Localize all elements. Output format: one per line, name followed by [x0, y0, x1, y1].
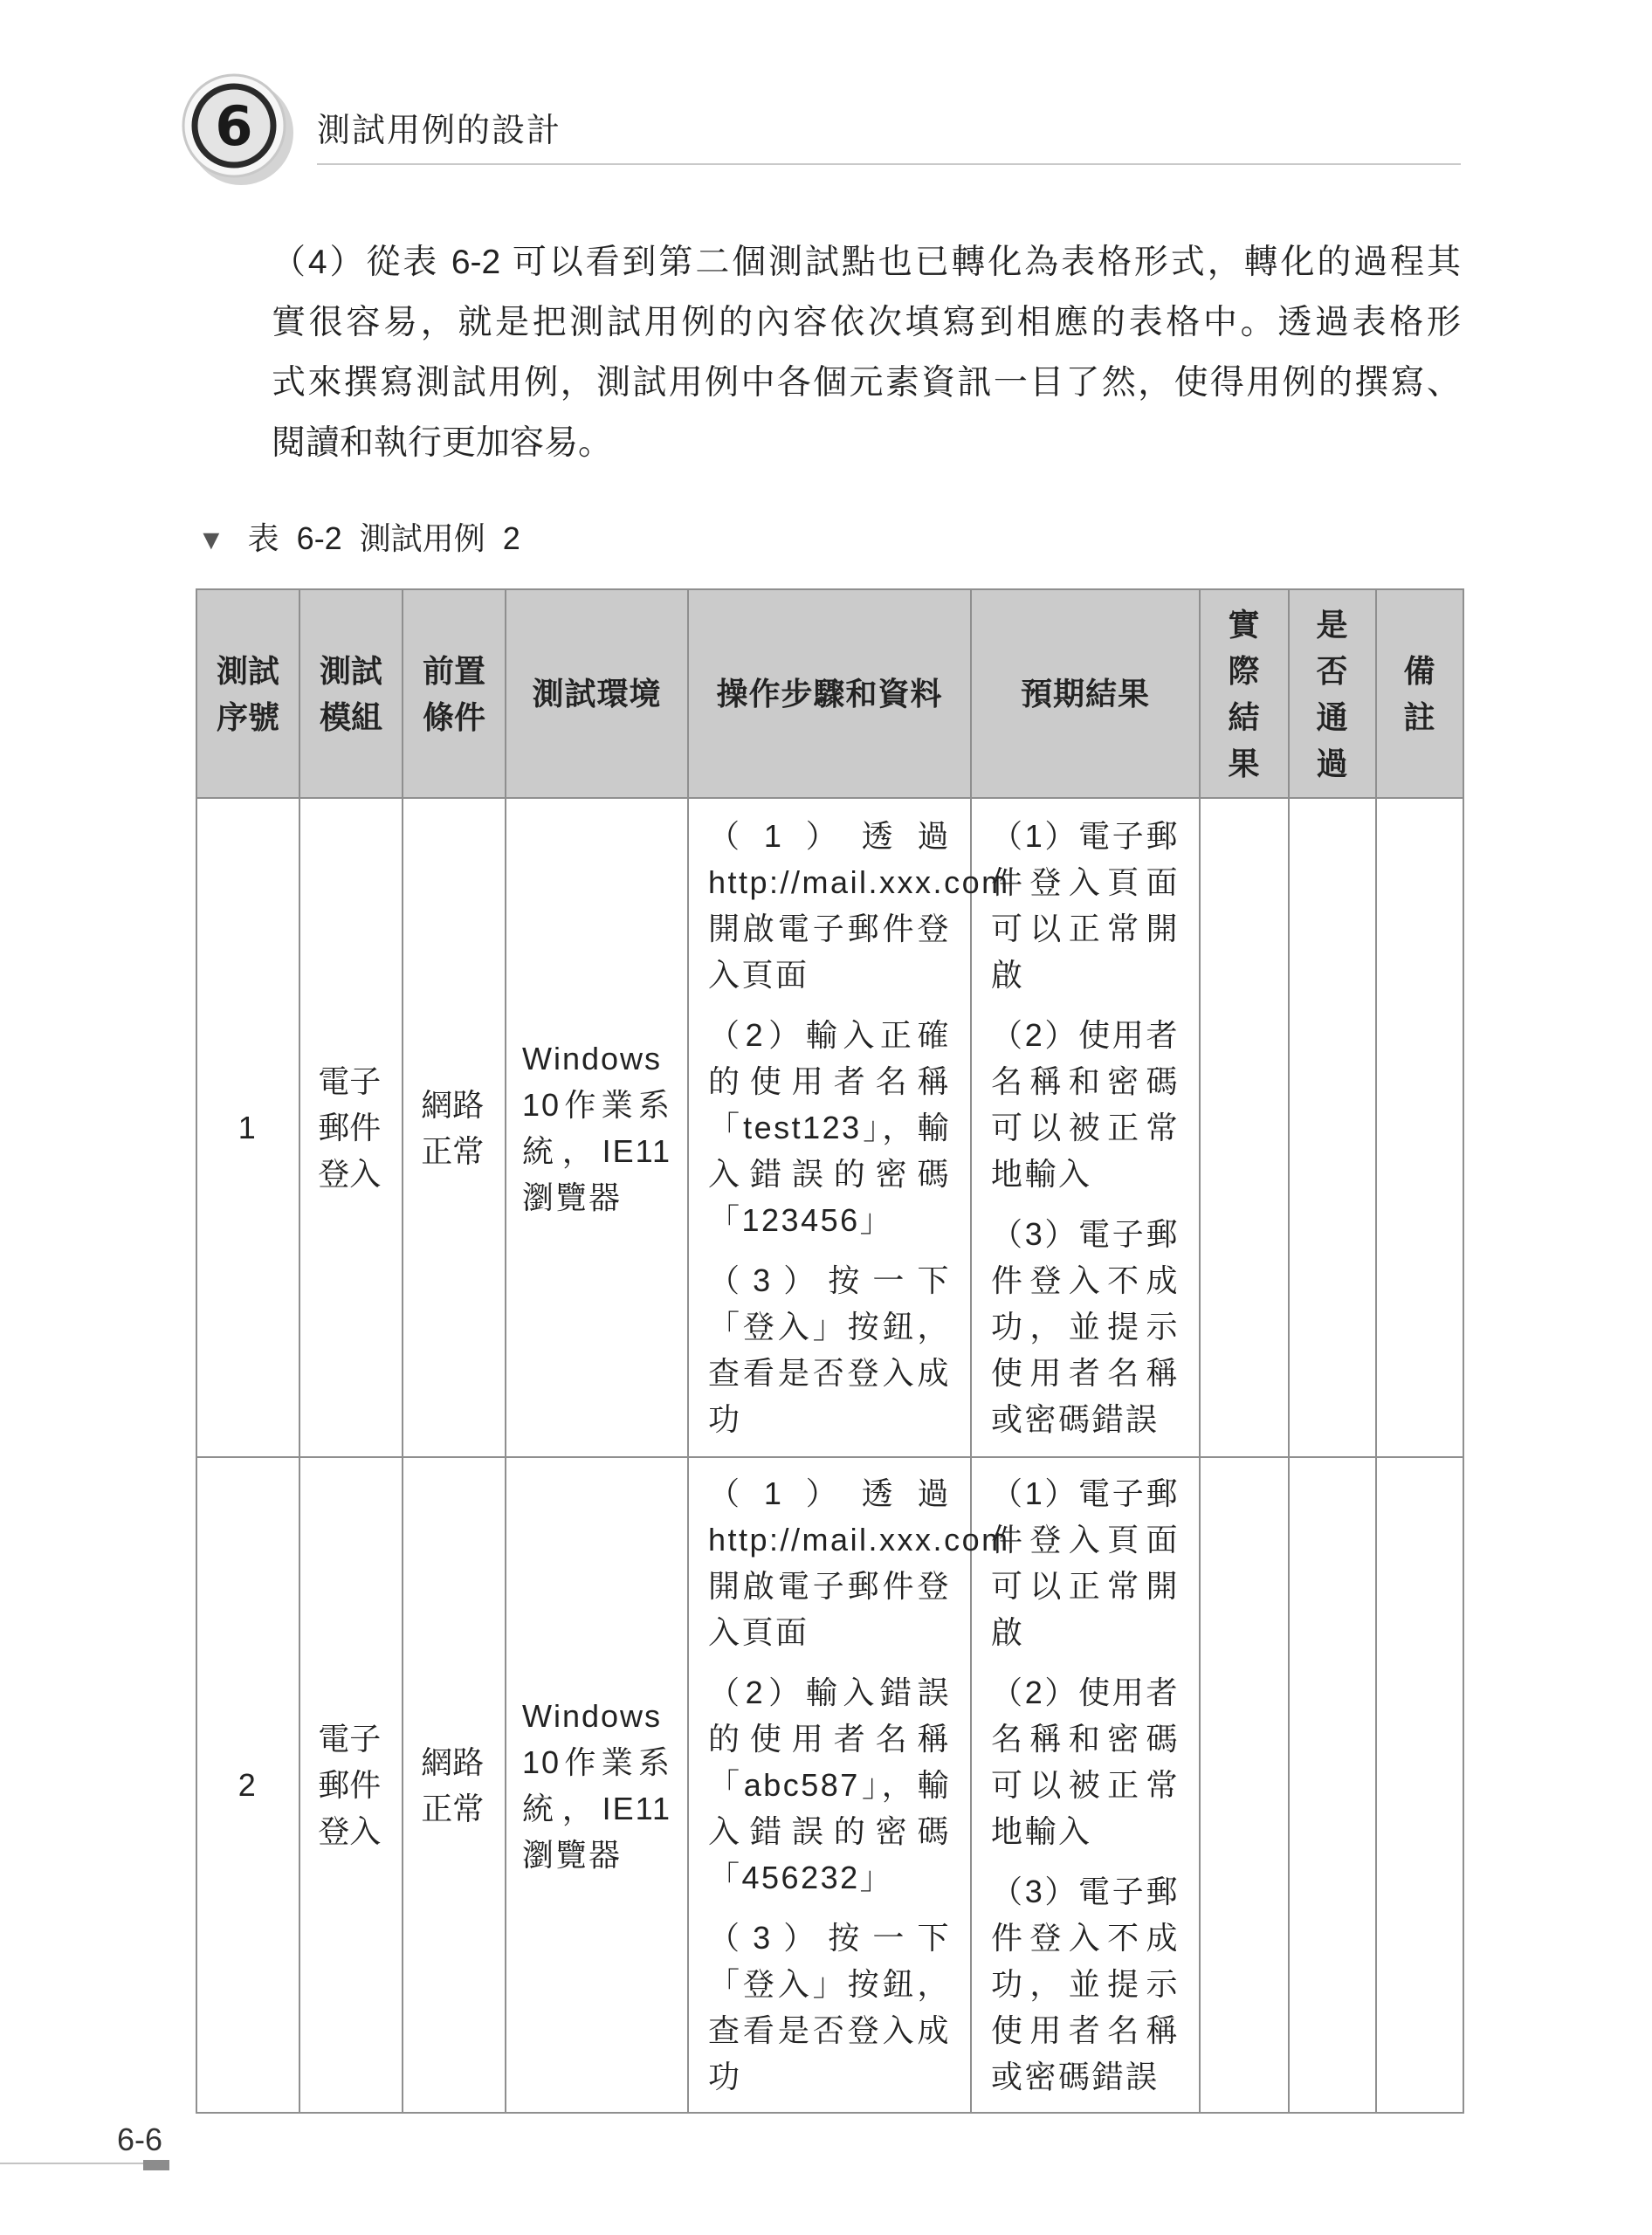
header-expected-result: 預期結果 [971, 589, 1200, 798]
expected-item: （2）使用者名稱和密碼可以被正常地輸入 [991, 1017, 1180, 1192]
expected-item: （1）電子郵件登入頁面可以正常開啟 [991, 1475, 1180, 1650]
cell-expected [971, 798, 1200, 1457]
cell-steps [688, 798, 1010, 1457]
chapter-number: 6 [215, 94, 253, 158]
header-precondition: 前置條件 [403, 589, 506, 798]
cell-module: 電子郵件登入 [299, 798, 403, 1457]
header-rule [317, 163, 1461, 165]
cell-passed [1289, 1457, 1376, 2113]
cell-steps [688, 1457, 1010, 2113]
cell-precondition: 網路正常 [403, 1457, 506, 2113]
table-row [196, 798, 1463, 1457]
cell-remarks [1376, 1457, 1463, 2113]
header-test-module: 測試模組 [299, 589, 403, 798]
footer-mark [143, 2160, 169, 2170]
cell-expected [971, 1457, 1200, 2113]
chapter-number-badge [175, 65, 306, 196]
cell-test-id: 1 [196, 798, 299, 1457]
step-item: （2）輸入錯誤的使用者名稱「abc587」，輸入錯誤的密碼「456232」 [708, 1675, 951, 1895]
paragraph-line: 實很容易，就是把測試用例的內容依次填寫到相應的表格中。透過表格形 [272, 304, 1461, 341]
table-caption [197, 518, 520, 560]
page-number: 6-6 [117, 2122, 163, 2157]
step-item: （1）透過 http://mail.xxx.com 開啟電子郵件登入頁面 [708, 1475, 1010, 1650]
caption-triangle-icon: ▼ [197, 524, 225, 555]
cell-precondition: 網路正常 [403, 798, 506, 1457]
caption-text: 表 6-2 測試用例 2 [247, 520, 520, 556]
expected-item: （2）使用者名稱和密碼可以被正常地輸入 [991, 1675, 1180, 1849]
header-environment: 測試環境 [506, 589, 688, 798]
paragraph-line: （4）從表 6-2 可以看到第二個測試點也已轉化為表格形式，轉化的過程其 [272, 244, 1461, 281]
header-steps-and-data: 操作步驟和資料 [688, 589, 971, 798]
header-actual-result: 實際結果 [1200, 589, 1289, 798]
cell-environment: Windows 10作業系統，IE11瀏覽器 [506, 1457, 688, 2113]
table-row [196, 1457, 1463, 2113]
expected-item: （1）電子郵件登入頁面可以正常開啟 [991, 818, 1180, 993]
header-test-id: 測試序號 [196, 589, 299, 798]
cell-test-id: 2 [196, 1457, 299, 2113]
header-passed: 是否通過 [1289, 589, 1376, 798]
cell-module: 電子郵件登入 [299, 1457, 403, 2113]
cell-remarks [1376, 798, 1463, 1457]
step-item: （2）輸入正確的使用者名稱「test123」，輸入錯誤的密碼「123456」 [708, 1017, 951, 1238]
table-header-row [196, 589, 1463, 798]
step-item: （3）按一下「登入」按鈕，查看是否登入成功 [708, 1262, 951, 1437]
expected-item: （3）電子郵件登入不成功，並提示使用者名稱或密碼錯誤 [991, 1216, 1180, 1437]
step-item: （3）按一下「登入」按鈕，查看是否登入成功 [708, 1920, 951, 2094]
header-remarks: 備註 [1376, 589, 1463, 798]
test-case-table [196, 588, 1464, 2114]
chapter-title: 測試用例的設計 [317, 113, 562, 149]
step-item: （1）透過 http://mail.xxx.com 開啟電子郵件登入頁面 [708, 818, 1010, 993]
paragraph-line: 式來撰寫測試用例，測試用例中各個元素資訊一目了然，使得用例的撰寫、 [272, 364, 1461, 402]
cell-actual-result [1200, 798, 1289, 1457]
expected-item: （3）電子郵件登入不成功，並提示使用者名稱或密碼錯誤 [991, 1874, 1180, 2094]
cell-actual-result [1200, 1457, 1289, 2113]
cell-environment: Windows 10作業系統，IE11瀏覽器 [506, 798, 688, 1457]
paragraph-line: 閱讀和執行更加容易。 [272, 424, 613, 462]
cell-passed [1289, 798, 1376, 1457]
footer-rule [0, 2163, 143, 2164]
body-paragraph [272, 232, 1461, 473]
